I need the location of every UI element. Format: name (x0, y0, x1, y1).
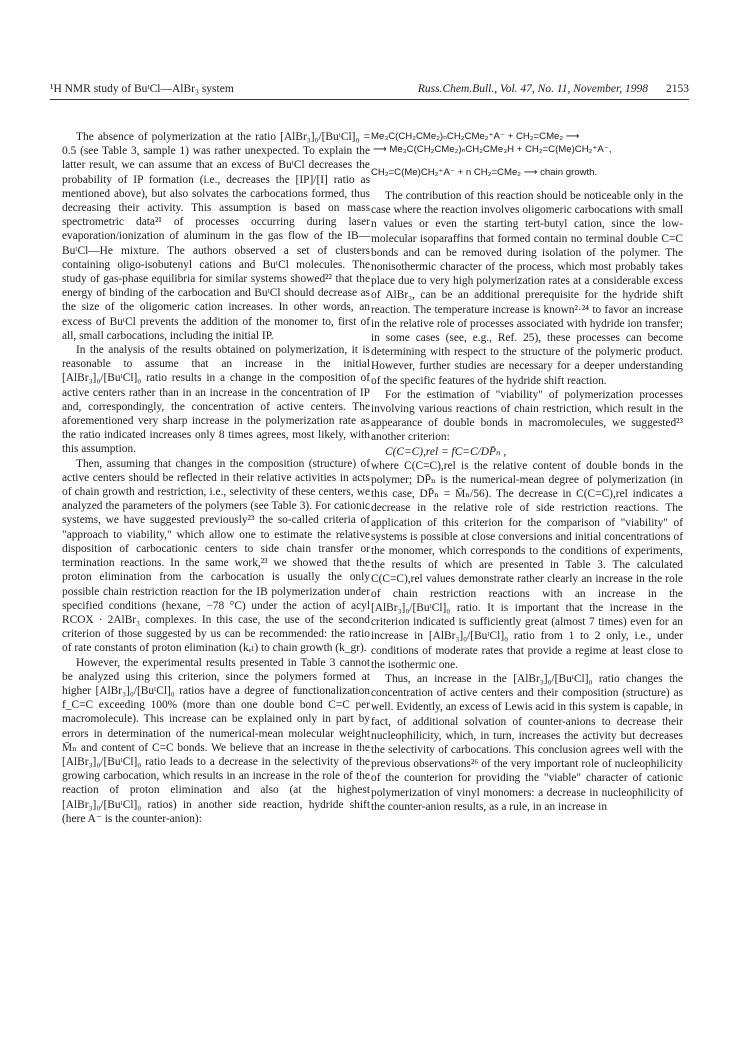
page-number: 2153 (666, 83, 689, 95)
paragraph: Then, assuming that changes in the composition (structure) of active centers should be reflected in their relative activities in acts of chain growth and restriction, i.e., selectivity of these centers, we analyzed the parameters of the polymers (see Table 3). For cationic systems, we have suggested previously²³ the so-called criteria of "approach to viability," which allow one to estimate the relative disposition of carbocationic centers to side chain transfer or termination reactions. In the same work,²³ we showed that the proton elimination from the carbocation is usually the only possible chain restriction reaction for the IB polymerization under specified conditions (hexane, −78 °C) under the action of acyl RCOX · 2AlBr₃ complexes. In this case, the use of the second criterion of those suggested by us can be recommended: the ratio of rate constants of proton elimination (kₑₗ) to chain growth (k_gr). (62, 457, 370, 655)
running-header (50, 83, 689, 100)
paragraph: In the analysis of the results obtained on polymerization, it is reasonable to assume that an increase in the initial [AlBr₃]₀/[BuᵗCl]₀ ratio results in a change in the composition of active centers rather than in an increase in the concentration of IP and, correspondingly, the concentration of active centers. The aforementioned very sharp increase in the polymerization rate as the ratio indicated increases only 8 times agrees, most likely, with this assumption. (62, 344, 370, 456)
paragraph: The absence of polymerization at the ratio [AlBr₃]₀/[BuᵗCl]₀ = 0.5 (see Table 3, sample 1) was rather unexpected. To explain the latter result, we can assume that an excess of BuᵗCl decreases the probability of IP formation (i.e., decreases the [IP]/[I] ratio as mentioned above), but also solvates the carbocations formed, thus decreasing their activity. This assumption is based on mass spectrometric data²¹ of processes occurring during laser evaporation/ionization of aluminum in the gas flow of the IB—BuᵗCl—He mixture. The authors observed a set of clusters containing oligo-isobutenyl cations and BuᵗCl molecules. The study of gas-phase equilibria for similar systems showed²² that the energy of binding of the carbocation and BuᵗCl should decrease as the size of the oligomeric cation increases. In other words, an excess of BuᵗCl prevents the addition of the monomer to, first of all, small carbocations, including the initial IP. (62, 131, 370, 342)
scheme-line: Me₃C(CH₂CMe₂)ₙCH₂CMe₂⁺A⁻ + CH₂=CMe₂ ⟶ (371, 131, 580, 142)
paragraph: However, the experimental results presented in Table 3 cannot be analyzed using this criterion, since the polymers formed at higher [AlBr₃]₀/[BuᵗCl]₀ ratios have a degree of functionalization f_C=C exceeding 100% (more than one double bond C=C per macromolecule). This increase can be explained only in part by errors in determination of the numerical-mean molecular weight M̄ₙ and content of C=C bonds. We believe that an increase in the [AlBr₃]₀/[BuᵗCl]₀ ratio leads to a decrease in the selectivity of the growing carbocation, which results in an increase in the role of the reaction of proton elimination and also (at the highest [AlBr₃]₀/[BuᵗCl]₀ ratios) in another side reaction, hydride shift (here A⁻ is the counter-anion): (62, 656, 370, 825)
left-column (62, 130, 370, 826)
paragraph: The contribution of this reaction should be noticeable only in the case where the reaction involves oligomeric carbocations with small n values or even the starting tert-butyl cation, since the low-molecular isoparaffins that formed contain no terminal double C=C bonds and can be removed during isolation of the polymer. The nonisothermic character of the process, which most probably takes place due to very high polymerization rates at a considerable excess of AlBr₃, can be an additional prerequisite for the hydride shift reaction. The temperature increase is known²·²⁴ to favor an increase in the relative role of processes associated with hydride ion transfer; in some cases (see, e.g., Ref. 25), these processes can become determining with respect to the structure of the polymeric product. However, further studies are necessary for a deeper understanding of the specific features of the hydride shift reaction. (371, 190, 683, 387)
criterion-formula: C(C=C),rel = fC=C/DP̄ₙ , (385, 445, 507, 458)
paragraph: where C(C=C),rel is the relative content of double bonds in the polymer; DP̄ₙ is the numerical-mean degree of polymerization (in this case, DP̄ₙ = M̄ₙ/56). The decrease in C(C=C),rel indicates a decrease in the relative role of side restriction reactions. The application of this criterion for the comparison of "viability" of systems is possible at close conversions and initial concentrations of the monomer, which corresponds to the conditions of experiments, the results of which are presented in Table 3. The calculated C(C=C),rel values demonstrate rather clearly an increase in the role of chain restriction reactions with an increase in the [AlBr₃]₀/[BuᵗCl]₀ ratio. It is important that the increase in the criterion indicated is sufficiently great (almost 7 times) even for an increase in [AlBr₃]₀/[BuᵗCl]₀ ratio from 1 to 2 only, i.e., under conditions of moderate rates that provide a regime at least close to the isothermic one. (371, 459, 683, 671)
running-title: ¹H NMR study of BuᵗCl—AlBr₃ system (50, 83, 234, 95)
paragraph: For the estimation of "viability" of polymerization processes involving various reactions of chain restriction, which result in the appearance of double bonds in macromolecules, we suggested²³ another criterion: (371, 388, 683, 444)
scheme-line: CH₂=C(Me)CH₂⁺A⁻ + n CH₂=CMe₂ ⟶ chain growth. (371, 167, 598, 178)
scheme-line: ⟶ Me₃C(CH₂CMe₂)ₙCH₂CMe₃H + CH₂=C(Me)CH₂⁺A⁻, (373, 144, 612, 155)
right-column (371, 130, 683, 814)
journal-citation (418, 83, 689, 95)
journal-reference: Russ.Chem.Bull., Vol. 47, No. 11, November, 1998 (417, 83, 648, 95)
paragraph: Thus, an increase in the [AlBr₃]₀/[BuᵗCl]₀ ratio changes the concentration of active centers and their composition (structure) as well. Evidently, an excess of Lewis acid in this system is capable, in fact, of additional solvation of counter-anions to decrease their nucleophilicity, which, in turn, increases the activity but decreases the selectivity of carbocations. This conclusion agrees well with the previous observations²⁶ of the very important role of nucleophilicity of the counterion for providing the "viable" character of cationic polymerization of vinyl monomers: a decrease in nucleophilicity of the counter-anion results, as a rule, in an increase in (371, 672, 683, 813)
reaction-scheme (371, 130, 683, 179)
